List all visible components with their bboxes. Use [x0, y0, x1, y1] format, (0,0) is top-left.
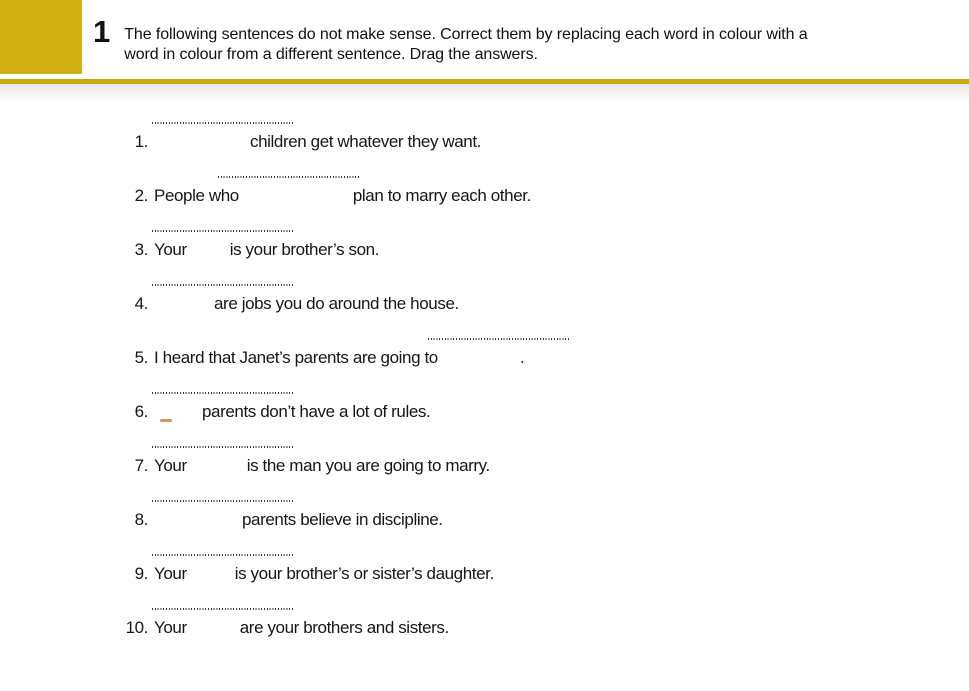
sentence-item-3	[0, 208, 969, 262]
sentence-text-post: is your brother’s son.	[229, 240, 380, 259]
item-number: 4.	[134, 294, 148, 313]
answer-drop-zone[interactable]	[152, 446, 295, 448]
answer-blank[interactable]	[154, 416, 202, 417]
sentence-row	[122, 239, 379, 260]
sentence-item-6	[0, 370, 969, 424]
sentence-text-post: are your brothers and sisters.	[239, 618, 449, 637]
sentence-text-post: children get whatever they want.	[250, 132, 482, 151]
sentence-text-pre: Your	[154, 564, 187, 583]
instruction-line-1: The following sentences do not make sense. Correct them by replacing each word in colour with a	[124, 26, 808, 43]
answer-drop-zone[interactable]	[152, 284, 295, 286]
sentence-text-pre: People who	[154, 186, 239, 205]
sentence-text-post: plan to marry each other.	[352, 186, 531, 205]
sentence-text-post: .	[519, 348, 525, 367]
sentence-row	[122, 563, 494, 584]
sentence-text-post: are jobs you do around the house.	[214, 294, 459, 313]
answer-blank[interactable]	[187, 578, 235, 579]
answer-blank[interactable]	[187, 254, 230, 255]
item-number: 6.	[134, 402, 148, 421]
sentence-item-5	[0, 316, 969, 370]
answer-blank[interactable]	[187, 470, 247, 471]
answer-drop-zone[interactable]	[152, 230, 295, 232]
item-number: 9.	[134, 564, 148, 583]
sentence-text-pre: I heard that Janet’s parents are going to	[154, 348, 438, 367]
sentence-item-10	[0, 586, 969, 640]
answer-drop-zone[interactable]	[152, 122, 295, 124]
sentence-row	[122, 293, 459, 314]
exercise-number: 1	[93, 14, 110, 49]
item-number: 2.	[134, 186, 148, 205]
sentence-row	[122, 509, 443, 530]
sentence-text-post: parents believe in discipline.	[242, 510, 443, 529]
answer-blank[interactable]	[154, 146, 250, 147]
sentence-text-pre: Your	[154, 456, 187, 475]
answer-drop-zone[interactable]	[152, 500, 295, 502]
answer-drop-zone[interactable]	[152, 392, 295, 394]
answer-blank[interactable]	[438, 362, 520, 363]
answer-blank[interactable]	[154, 308, 214, 309]
answer-blank[interactable]	[239, 200, 353, 201]
sentence-item-7	[0, 424, 969, 478]
sentence-item-4	[0, 262, 969, 316]
drag-remnant-mark	[160, 419, 172, 422]
sentence-row	[122, 347, 524, 368]
answer-drop-zone[interactable]	[152, 608, 295, 610]
answer-drop-zone[interactable]	[152, 554, 295, 556]
sentence-text-post: parents don’t have a lot of rules.	[202, 402, 431, 421]
sentence-text-pre: Your	[154, 240, 187, 259]
answer-blank[interactable]	[154, 524, 242, 525]
sentence-row	[122, 131, 481, 152]
exercise-header	[93, 16, 944, 65]
sentence-row	[122, 185, 531, 206]
answer-drop-zone[interactable]	[218, 176, 361, 178]
sentence-item-1	[0, 100, 969, 154]
sentence-row	[122, 455, 490, 476]
sentence-text-pre: Your	[154, 618, 187, 637]
answer-blank[interactable]	[187, 632, 240, 633]
sentence-item-8	[0, 478, 969, 532]
instruction-text	[124, 16, 944, 65]
sentence-text-post: is the man you are going to marry.	[246, 456, 490, 475]
sentence-row	[122, 617, 449, 638]
item-number: 7.	[134, 456, 148, 475]
corner-accent-square	[0, 0, 82, 74]
instruction-line-2: word in colour from a different sentence. Drag the answers.	[124, 46, 538, 63]
item-number: 3.	[134, 240, 148, 259]
item-number: 8.	[134, 510, 148, 529]
item-number: 10.	[125, 618, 148, 637]
sentence-list	[0, 100, 969, 640]
item-number: 5.	[134, 348, 148, 367]
sentence-item-2	[0, 154, 969, 208]
sentence-item-9	[0, 532, 969, 586]
item-number: 1.	[134, 132, 148, 151]
answer-drop-zone[interactable]	[428, 338, 571, 340]
sentence-text-post: is your brother’s or sister’s daughter.	[234, 564, 494, 583]
